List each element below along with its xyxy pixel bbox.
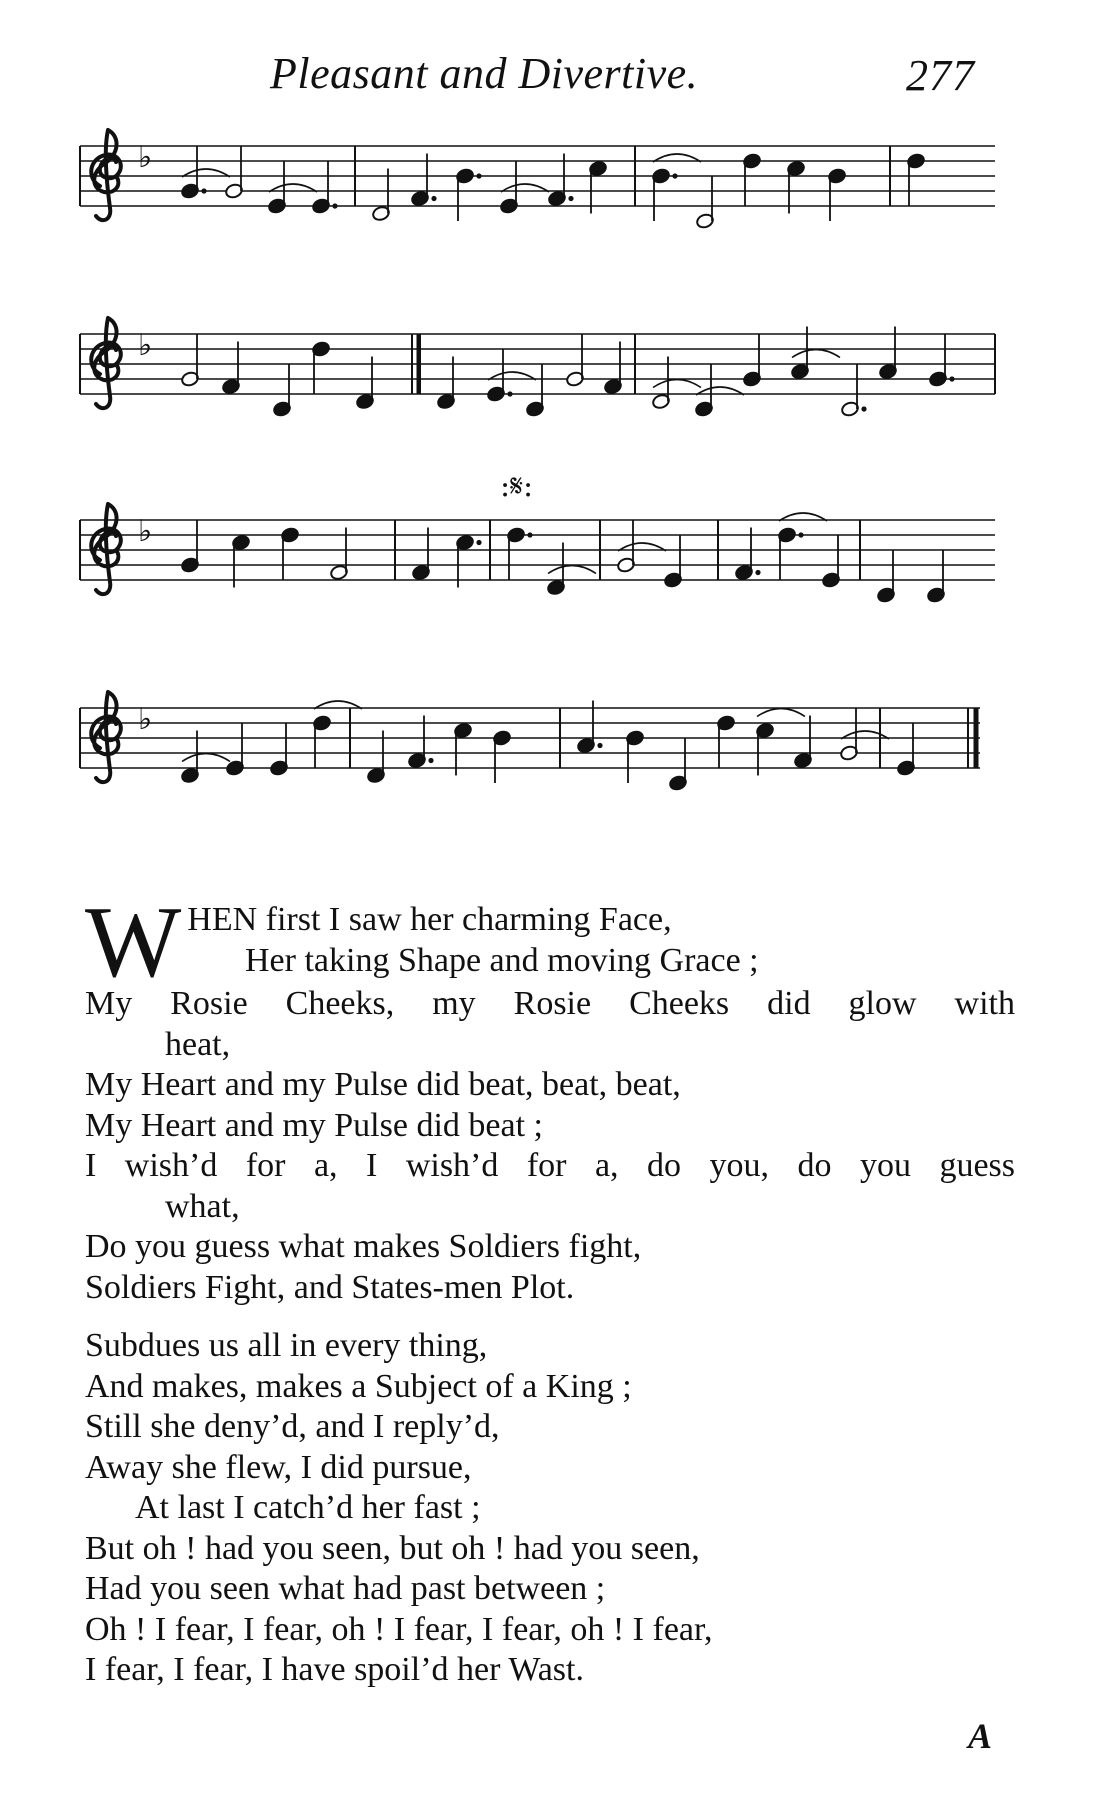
dot	[861, 406, 866, 411]
dot	[476, 540, 481, 545]
lyric-line: heat,	[165, 1025, 231, 1063]
lyric-line: My Heart and my Pulse did beat ;	[85, 1106, 543, 1144]
dot	[428, 758, 433, 763]
flat-icon: ♭	[138, 702, 153, 737]
dot	[755, 570, 760, 575]
page-header	[0, 48, 1095, 108]
slur	[792, 350, 840, 358]
musical-score	[0, 120, 1095, 840]
lyric-line: Away she flew, I did pursue,	[85, 1448, 472, 1486]
flat-icon: ♭	[138, 140, 153, 175]
lyric-line: Oh ! I fear, I fear, oh ! I fear, I fear, oh ! I fear,	[85, 1610, 713, 1648]
dot	[949, 376, 954, 381]
lyric-line: Subdues us all in every thing,	[85, 1327, 488, 1364]
lyric-line: I wish’d for a, I wish’d for a, do you, do you guess	[85, 1147, 1015, 1184]
lyric-line: But oh ! had you seen, but oh ! had you seen,	[85, 1529, 700, 1567]
page-number: 277	[906, 51, 975, 100]
dot	[798, 532, 803, 537]
flat-icon: ♭	[138, 514, 153, 549]
dot	[507, 391, 512, 396]
lyric-line: Had you seen what had past between ;	[85, 1570, 606, 1607]
stanza-1	[85, 886, 1015, 1308]
lyric-line: My Rosie Cheeks, my Rosie Cheeks did glow with	[85, 985, 1015, 1022]
dot	[476, 173, 481, 178]
running-title: Pleasant and Divertive.	[270, 49, 699, 98]
slur	[757, 709, 805, 717]
dot	[568, 196, 573, 201]
drop-cap: W	[85, 886, 182, 999]
lyric-line: Do you guess what makes Soldiers fight,	[85, 1228, 642, 1265]
dot	[431, 196, 436, 201]
lyric-line: At last I catch’d her fast ;	[135, 1489, 481, 1526]
dot	[597, 743, 602, 748]
lyric-line: And makes, makes a Subject of a King ;	[85, 1367, 632, 1405]
dot	[201, 188, 206, 193]
lyric-line: Still she deny’d, and I reply’d,	[85, 1408, 500, 1445]
stanza-2	[85, 1326, 1015, 1691]
lyric-line: HEN first I saw her charming Face,	[187, 901, 672, 938]
flat-icon: ♭	[138, 328, 153, 363]
lyric-line: I fear, I fear, I have spoil’d her Wast.	[85, 1651, 584, 1688]
slur	[182, 754, 230, 762]
lyric-line: My Heart and my Pulse did beat, beat, beat,	[85, 1066, 681, 1103]
dot	[527, 532, 532, 537]
lyric-line: what,	[165, 1187, 240, 1225]
segno-icon: :𝄋:	[500, 469, 534, 504]
lyric-line: Soldiers Fight, and States-men Plot.	[85, 1268, 575, 1306]
lyric-line: Her taking Shape and moving Grace ;	[245, 941, 759, 979]
lyrics	[85, 886, 1015, 1709]
catchword: A	[968, 1716, 993, 1756]
slur	[653, 380, 701, 388]
slur	[548, 566, 596, 574]
dot	[672, 173, 677, 178]
dot	[332, 203, 337, 208]
